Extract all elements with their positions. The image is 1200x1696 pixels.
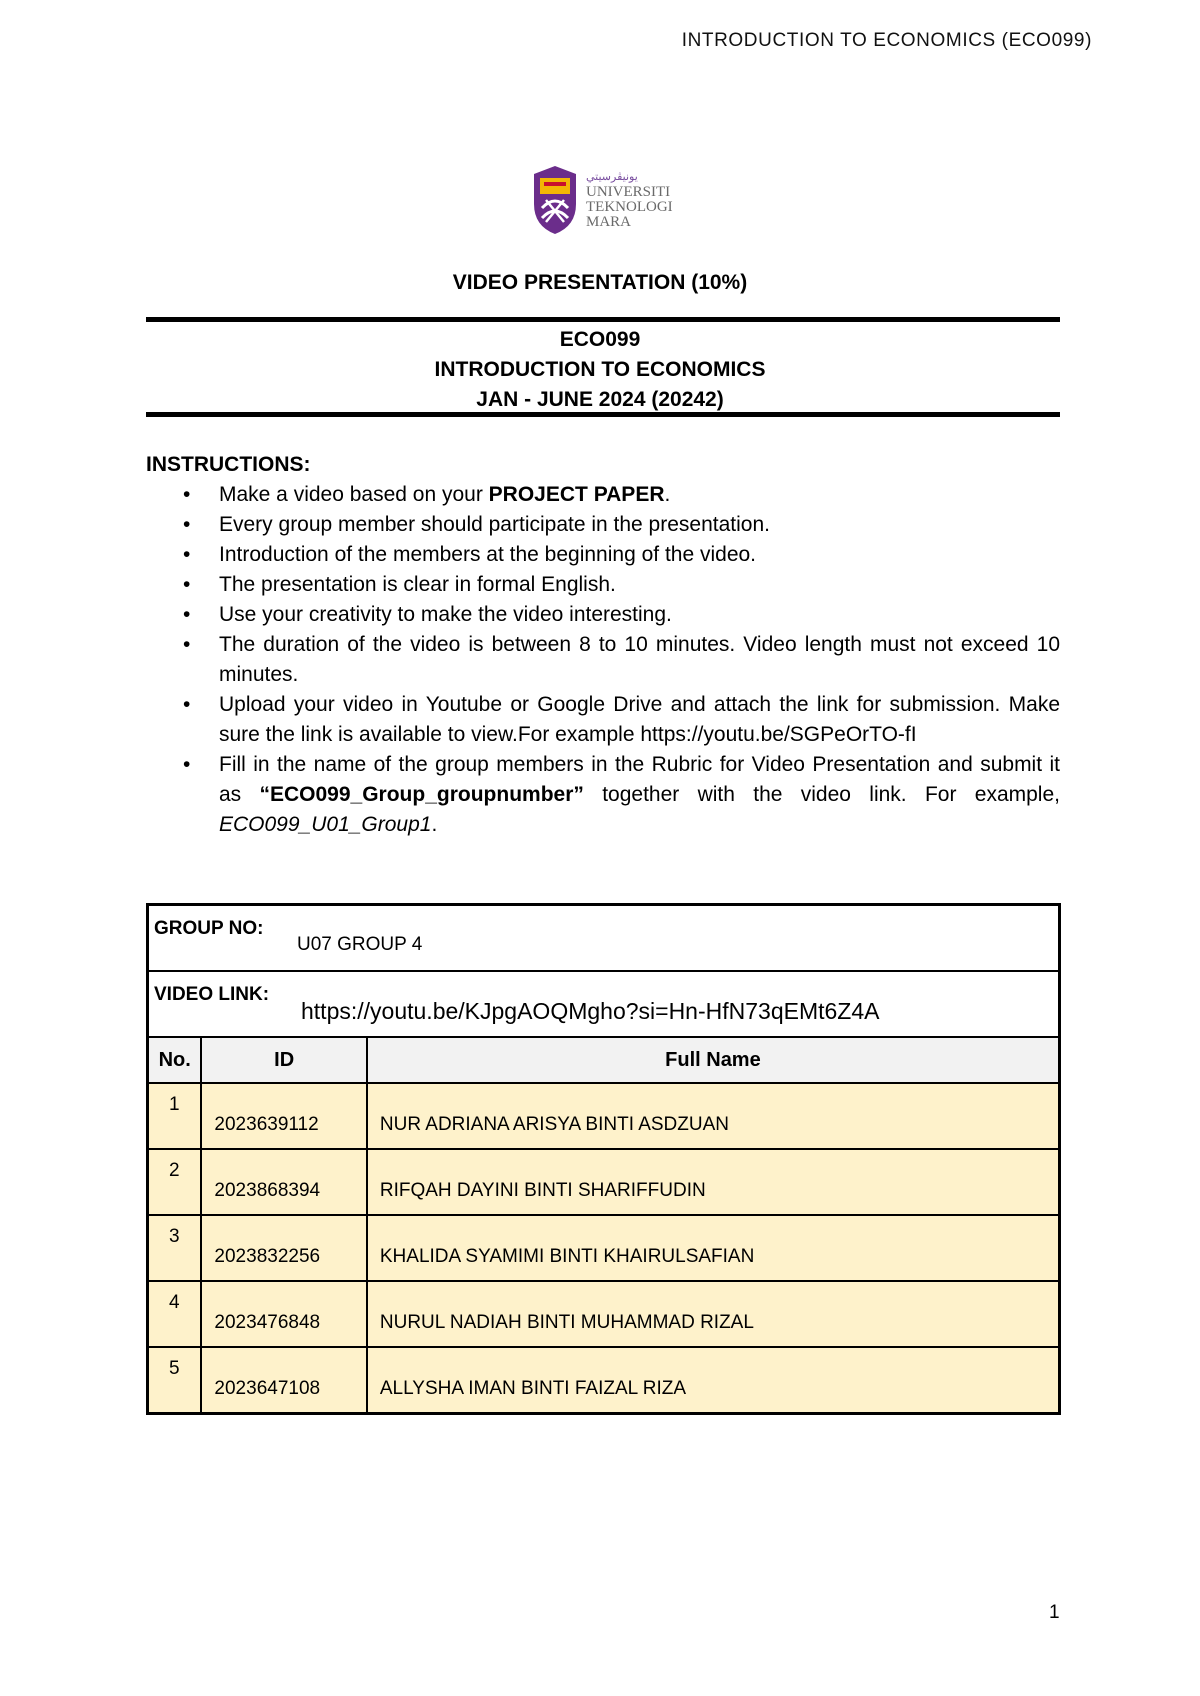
uitm-crest-icon <box>532 164 578 236</box>
bullet-icon: • <box>183 693 191 716</box>
column-header-id: ID <box>201 1037 366 1083</box>
instruction-item <box>146 630 1060 690</box>
logo-line-1: UNIVERSITI <box>586 184 671 200</box>
member-full-name: ALLYSHA IMAN BINTI FAIZAL RIZA <box>379 1378 687 1399</box>
instruction-text: Make a video based on your <box>219 483 489 506</box>
instructions-list <box>146 480 1060 840</box>
member-id: 2023868394 <box>214 1180 321 1201</box>
group-no-value: U07 GROUP 4 <box>297 934 423 955</box>
member-no: 5 <box>169 1358 180 1379</box>
instruction-text: . <box>431 813 438 836</box>
member-no: 1 <box>169 1094 180 1115</box>
instruction-text: Use your creativity to make the video interesting. <box>219 603 672 626</box>
instruction-text: The presentation is clear in formal English. <box>219 573 616 596</box>
member-full-name: NURUL NADIAH BINTI MUHAMMAD RIZAL <box>379 1312 754 1333</box>
bullet-icon: • <box>183 633 191 656</box>
bullet-icon: • <box>183 513 191 536</box>
instruction-item <box>146 480 1060 510</box>
member-id-cell <box>201 1083 366 1149</box>
instruction-text: Every group member should participate in the presentation. <box>219 513 770 536</box>
column-header-full-name: Full Name <box>367 1037 1060 1083</box>
course-block <box>0 325 1200 415</box>
member-full-name-cell <box>367 1347 1060 1414</box>
instruction-text: . <box>664 483 671 506</box>
member-no-cell <box>148 1347 202 1414</box>
member-full-name: RIFQAH DAYINI BINTI SHARIFFUDIN <box>379 1180 706 1201</box>
instruction-item <box>146 540 1060 570</box>
bullet-icon: • <box>183 573 191 596</box>
member-no: 4 <box>169 1292 180 1313</box>
member-full-name-cell <box>367 1281 1060 1347</box>
instruction-item <box>146 750 1060 840</box>
table-header-row <box>148 1037 1060 1083</box>
member-id: 2023639112 <box>214 1114 319 1135</box>
logo-wordmark <box>586 170 673 230</box>
table-row <box>148 1083 1060 1149</box>
top-rule <box>146 317 1060 322</box>
logo-arabic-script: ﻳﻮﻧﻴﭭﺮﺳﻴﺘﻲ <box>586 171 638 183</box>
member-id: 2023476848 <box>214 1312 321 1333</box>
member-full-name: KHALIDA SYAMIMI BINTI KHAIRULSAFIAN <box>379 1246 755 1267</box>
member-id-cell <box>201 1149 366 1215</box>
running-header: INTRODUCTION TO ECONOMICS (ECO099) <box>681 30 1092 51</box>
member-no: 3 <box>169 1226 180 1247</box>
university-logo <box>532 160 682 240</box>
table-row <box>148 1281 1060 1347</box>
member-full-name: NUR ADRIANA ARISYA BINTI ASDZUAN <box>379 1114 729 1135</box>
instruction-text: Introduction of the members at the beginning of the video. <box>219 543 757 566</box>
course-session: JAN - JUNE 2024 (20242) <box>476 388 724 411</box>
bullet-icon: • <box>183 603 191 626</box>
video-link-cell <box>148 971 1060 1037</box>
member-full-name-cell <box>367 1149 1060 1215</box>
member-no-cell <box>148 1281 202 1347</box>
instructions-section <box>146 450 1060 840</box>
member-full-name-cell <box>367 1083 1060 1149</box>
instructions-label: INSTRUCTIONS: <box>146 453 311 476</box>
instruction-item <box>146 690 1060 750</box>
bullet-icon: • <box>183 543 191 566</box>
instruction-text: PROJECT PAPER <box>488 483 665 506</box>
instruction-text: Upload your video in Youtube or Google Drive and attach the link for submission. Make sure the link is available to view.For example https://youtu.be/SGPeOrTO-fI <box>219 693 1060 746</box>
video-link-label: VIDEO LINK: <box>154 984 270 1005</box>
instruction-item <box>146 570 1060 600</box>
course-name: INTRODUCTION TO ECONOMICS <box>434 358 766 381</box>
column-header-no: No. <box>148 1037 202 1083</box>
logo-line-3: MARA <box>586 214 632 230</box>
group-table <box>146 903 1061 1415</box>
member-no-cell <box>148 1215 202 1281</box>
member-no-cell <box>148 1083 202 1149</box>
member-rows <box>148 1083 1060 1414</box>
instruction-item <box>146 600 1060 630</box>
member-id-cell <box>201 1281 366 1347</box>
instruction-text: ECO099_U01_Group1 <box>219 813 432 836</box>
logo-line-2: TEKNOLOGI <box>586 199 673 215</box>
member-full-name-cell <box>367 1215 1060 1281</box>
document-title: VIDEO PRESENTATION (10%) <box>452 271 748 294</box>
course-code: ECO099 <box>559 328 641 351</box>
group-no-row <box>148 905 1060 972</box>
page-number: 1 <box>1049 1602 1060 1623</box>
bullet-icon: • <box>183 753 191 776</box>
group-no-label: GROUP NO: <box>154 918 264 939</box>
video-link-row <box>148 971 1060 1037</box>
table-row <box>148 1347 1060 1414</box>
instruction-text: Fill in the name of the group members in the Rubric for Video Presentation and submit it as <box>219 753 1060 806</box>
bullet-icon: • <box>183 483 191 506</box>
bottom-rule <box>146 412 1060 417</box>
instruction-text: The duration of the video is between 8 to 10 minutes. Video length must not exceed 10 minutes. <box>219 633 1060 686</box>
instruction-text: “ECO099_Group_groupnumber” <box>259 783 584 806</box>
member-id-cell <box>201 1215 366 1281</box>
instruction-text: together with the video link. For example, <box>583 783 1060 806</box>
member-no: 2 <box>169 1160 180 1181</box>
member-no-cell <box>148 1149 202 1215</box>
video-link-value[interactable]: https://youtu.be/KJpgAOQMgho?si=Hn-HfN73qEMt6Z4A <box>301 998 880 1024</box>
instruction-item <box>146 510 1060 540</box>
member-id: 2023832256 <box>214 1246 321 1267</box>
table-row <box>148 1149 1060 1215</box>
member-id: 2023647108 <box>214 1378 321 1399</box>
member-id-cell <box>201 1347 366 1414</box>
group-no-cell <box>148 905 1060 972</box>
table-row <box>148 1215 1060 1281</box>
